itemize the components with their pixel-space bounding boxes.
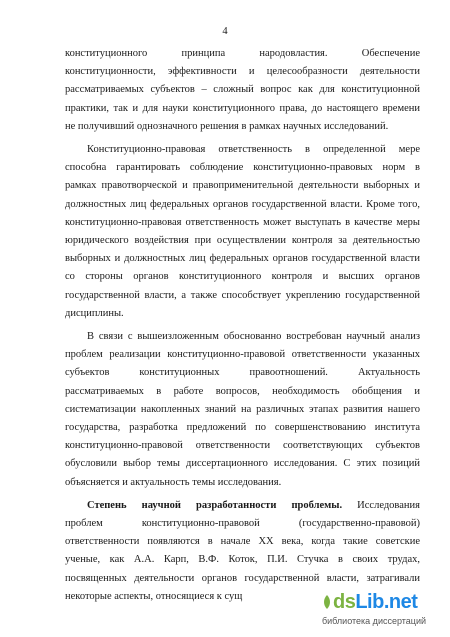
text-line: рамках правотворческой и правоприменительной деятельности выборных и	[65, 180, 420, 192]
text-line: проблем реализации конституционно-правовой ответственности указанных	[65, 349, 420, 361]
text-line: государственной власти, а также способствует укреплению государственной	[65, 289, 420, 301]
text-line: конституционности, эффективности и целесообразности деятельности	[65, 66, 420, 78]
text-line: государства, разработка предложений по совершенствованию института	[65, 422, 420, 434]
paragraph-1	[65, 45, 420, 136]
paragraph-4	[65, 497, 420, 606]
text-line: не получивший однозначного решения в рамках научных исследований.	[65, 120, 389, 132]
logo-net: .net	[383, 591, 418, 613]
text-line: практики, так и для науки конституционного права, до настоящего времени	[65, 102, 420, 114]
text-line: конституционно-правовая ответственность может выступать в качестве меры	[65, 216, 420, 228]
text-line: обусловили выбор темы диссертационного исследования. С этих позиций	[65, 458, 420, 470]
text-line: способна гарантировать соблюдение конституционно-правовых норм в	[65, 162, 420, 174]
text-run: Исследования	[342, 499, 420, 511]
text-line: дисциплины.	[65, 307, 124, 319]
text-line	[65, 497, 420, 515]
text-line: В связи с вышеизложенным обоснованно востребован научный анализ	[87, 331, 420, 343]
text-line: Конституционно-правовая ответственность в определенной мере	[87, 144, 420, 156]
paragraph-3	[65, 328, 420, 492]
text-line: некоторые аспекты, относящиеся к сущ	[65, 590, 243, 602]
text-line: юридического воздействия при осуществлении контроля за деятельностью	[65, 235, 420, 247]
text-line: рассматриваемых субъектов – сложный вопрос как для конституционной	[65, 84, 420, 96]
dslib-watermark[interactable]	[322, 591, 442, 631]
text-line: систематизации накопленных знаний на различных этапах развития нашего	[65, 403, 420, 415]
page-number: 4	[222, 26, 228, 37]
text-line: со стороны органов конституционного контроля и высших органов	[65, 271, 420, 283]
text-line: объясняется и актуальность темы исследования.	[65, 476, 282, 488]
text-line: проблем конституционно-правовой (государственно-правовой)	[65, 518, 420, 530]
text-line: ответственности появляются в начале XX века, когда такие советские	[65, 536, 420, 548]
text-line: ученые, как А.А. Карп, В.Ф. Коток, П.И. Стучка в своих трудах,	[65, 554, 420, 566]
text-line: конституционного принципа народовластия. Обеспечение	[65, 48, 420, 59]
document-body	[65, 45, 420, 611]
text-line: выборных и должностных лиц федеральных органов государственной власти	[65, 253, 420, 265]
section-heading: Степень научной разработанности проблемы.	[87, 499, 343, 511]
paragraph-2	[65, 141, 420, 323]
text-line: рассматриваемых в работе вопросов, необходимость обобщения и	[65, 385, 420, 397]
dslib-logo	[322, 591, 417, 614]
leaf-icon	[322, 595, 332, 609]
text-line: посвященных деятельности органов государственной власти, затрагивали	[65, 572, 420, 584]
logo-lib: Lib	[355, 591, 384, 613]
text-line: конституционно-правовой ответственности соответствующих субъектов	[65, 440, 420, 452]
logo-ds: ds	[333, 591, 356, 613]
text-line: субъектов конституционных правоотношений. Актуальность	[65, 367, 420, 379]
text-line: должностных лиц федеральных органов государственной власти. Кроме того,	[65, 198, 420, 210]
watermark-caption: библиотека диссертаций	[322, 616, 427, 626]
